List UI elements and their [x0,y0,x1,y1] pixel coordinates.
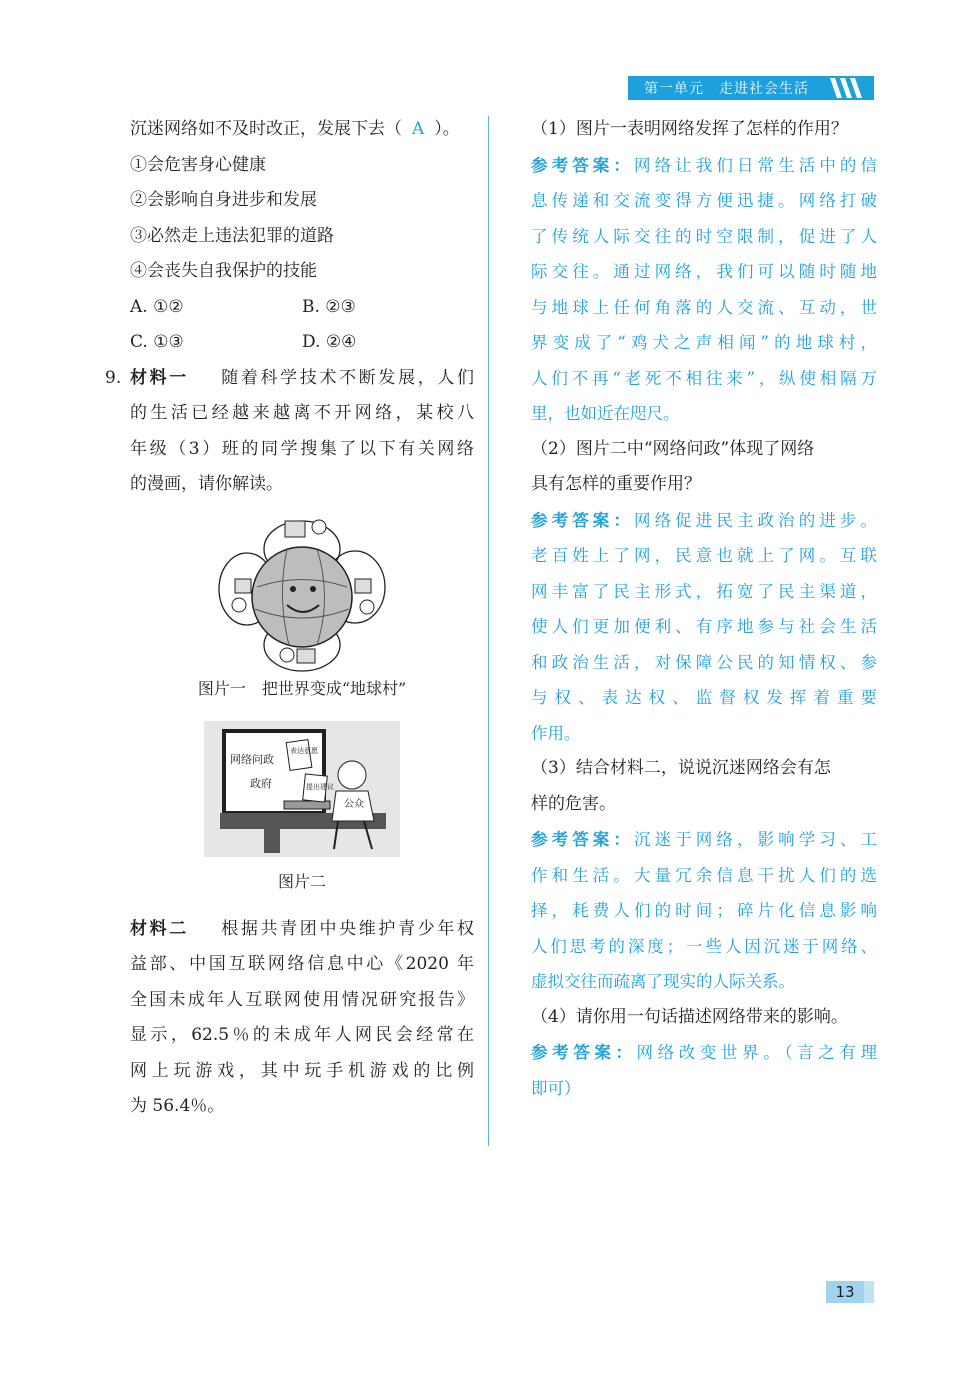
page-number-tab [826,1281,874,1303]
q8-stem [130,112,474,148]
answer-1-line: 里，也如近在咫尺。 [531,404,680,423]
q8-item: ②会影响自身进步和发展 [130,190,317,210]
answer-3-line: 虚拟交往而疏离了现实的人际关系。 [531,972,795,991]
globe-village-illustration [217,517,387,672]
answer-2-line: 老百姓上了网，民意也就上了网。互联 [531,546,877,565]
figure2-caption: 图片二 [277,871,326,891]
answer-text: 网络让我们日常生活中的信 [633,155,877,175]
q9-line: 的生活已经越来越离不开网络，某校八 [130,403,474,423]
answer-3-line: 作和生活。大量冗余信息干扰人们的选 [531,865,877,885]
answer-4-line: 即可） [531,1078,581,1098]
answer-text: 网络改变世界。（言之有理 [636,1043,877,1062]
answer-1-line: 界变成了“鸡犬之声相闻”的地球村， [531,333,877,352]
material2-line: 益部、中国互联网络信息中心《2020 年 [130,954,474,974]
q8-options-row [130,290,474,326]
answer-text: 沉迷于网络，影响学习、工 [633,830,877,849]
right-column [531,112,877,1106]
answer-2-line: 作用。 [531,723,581,743]
question-3: 样的危害。 [531,793,616,814]
answer-1-line: 与地球上任何角落的人交流、互动，世 [531,297,877,317]
answer-1-line: 息传递和交流变得方便迅捷。网络打破 [531,191,877,210]
material2-line: 全国未成年人互联网使用情况研究报告》 [130,989,474,1010]
question-2: 具有怎样的重要作用？ [531,474,701,494]
answer-3-line: 择，耗费人们的时间；碎片化信息影响 [531,901,877,920]
unit-title: 第一单元 走进社会生活 [644,81,809,97]
q9-line [105,361,475,397]
fig2-label-suggestions: 提出建议 [306,782,334,791]
answer-3-line: 人们思考的深度；一些人因沉迷于网络、 [531,936,877,956]
column-divider [488,116,489,1146]
option-d: D. ②④ [302,332,357,352]
material2-line: 网上玩游戏，其中玩手机游戏的比例 [130,1060,474,1081]
q8-options-row [130,325,474,361]
q8-item: ④会丧失自我保护的技能 [130,261,317,281]
q8-item: ③必然走上违法犯罪的道路 [130,225,334,246]
answer-1-line [531,148,877,184]
q9-number: 9. [105,367,122,388]
answer-label: 参考答案： [531,830,634,849]
material2-text: 根据共青团中央维护青少年权 [221,918,475,939]
fig2-label-express-will: 表达意愿 [290,746,318,755]
online-governance-illustration [204,721,400,857]
answer-2-line [531,503,877,539]
q8-stem-text: 沉迷网络如不及时改正，发展下去（ [130,119,402,139]
question-3: （3）结合材料二，说说沉迷网络会有怎 [531,758,831,778]
fig2-label-public: 公众 [344,798,364,810]
answer-2-line: 和政治生活，对保障公民的知情权、参 [531,652,877,672]
answer-3-line [531,822,877,858]
answer-2-line: 与权、表达权、监督权发挥着重要 [531,688,877,707]
q9-line: 年级（3）班的同学搜集了以下有关网络 [130,438,474,459]
material1-label: 材料一 [130,367,189,388]
question-4: （4）请你用一句话描述网络带来的影响。 [531,1006,848,1027]
fig2-label-online-governance: 网络问政 [230,752,274,766]
material2-line: 显示，62.5％的未成年人网民会经常在 [130,1025,474,1045]
answer-label: 参考答案： [531,155,634,175]
answer-1-line: 人们不再“老死不相往来”，纵使相隔万 [531,368,877,388]
option-b: B. ②③ [302,296,356,317]
fig2-label-government: 政府 [250,776,272,790]
material2-line: 为 56.4％。 [130,1096,225,1116]
left-column [105,112,475,1125]
option-a: A. ①② [130,296,184,317]
answer-1-line: 了传统人际交往的时空限制，促进了人 [531,226,877,246]
q9-line: 的漫画，请你解读。 [130,474,283,494]
question-2: （2）图片二中“网络问政”体现了网络 [531,438,815,459]
q8-stem-end: ）。 [434,119,460,139]
question-1: （1）图片一表明网络发挥了怎样的作用？ [531,119,848,139]
material2-label: 材料二 [130,918,189,939]
option-c: C. ①③ [130,332,184,352]
answer-1-line: 际交往。通过网络，我们可以随时随地 [531,262,877,281]
stripes-icon [828,78,868,98]
page-number: 13 [826,1281,864,1303]
q9-text: 随着科学技术不断发展，人们 [221,367,475,388]
figure1-caption: 图片一 把世界变成“地球村” [197,678,407,698]
answer-label: 参考答案： [531,1043,637,1062]
answer-text: 网络促进民主政治的进步。 [633,510,877,530]
material2-line [130,912,474,948]
q8-answer: A [412,119,425,139]
answer-2-line: 网丰富了民主形式，拓宽了民主渠道， [531,581,877,601]
answer-4-line [531,1035,877,1071]
q8-item: ①会危害身心健康 [130,154,266,175]
answer-2-line: 使人们更加便利、有序地参与社会生活 [531,617,877,636]
unit-header-bar [628,76,874,100]
answer-label: 参考答案： [531,510,634,530]
